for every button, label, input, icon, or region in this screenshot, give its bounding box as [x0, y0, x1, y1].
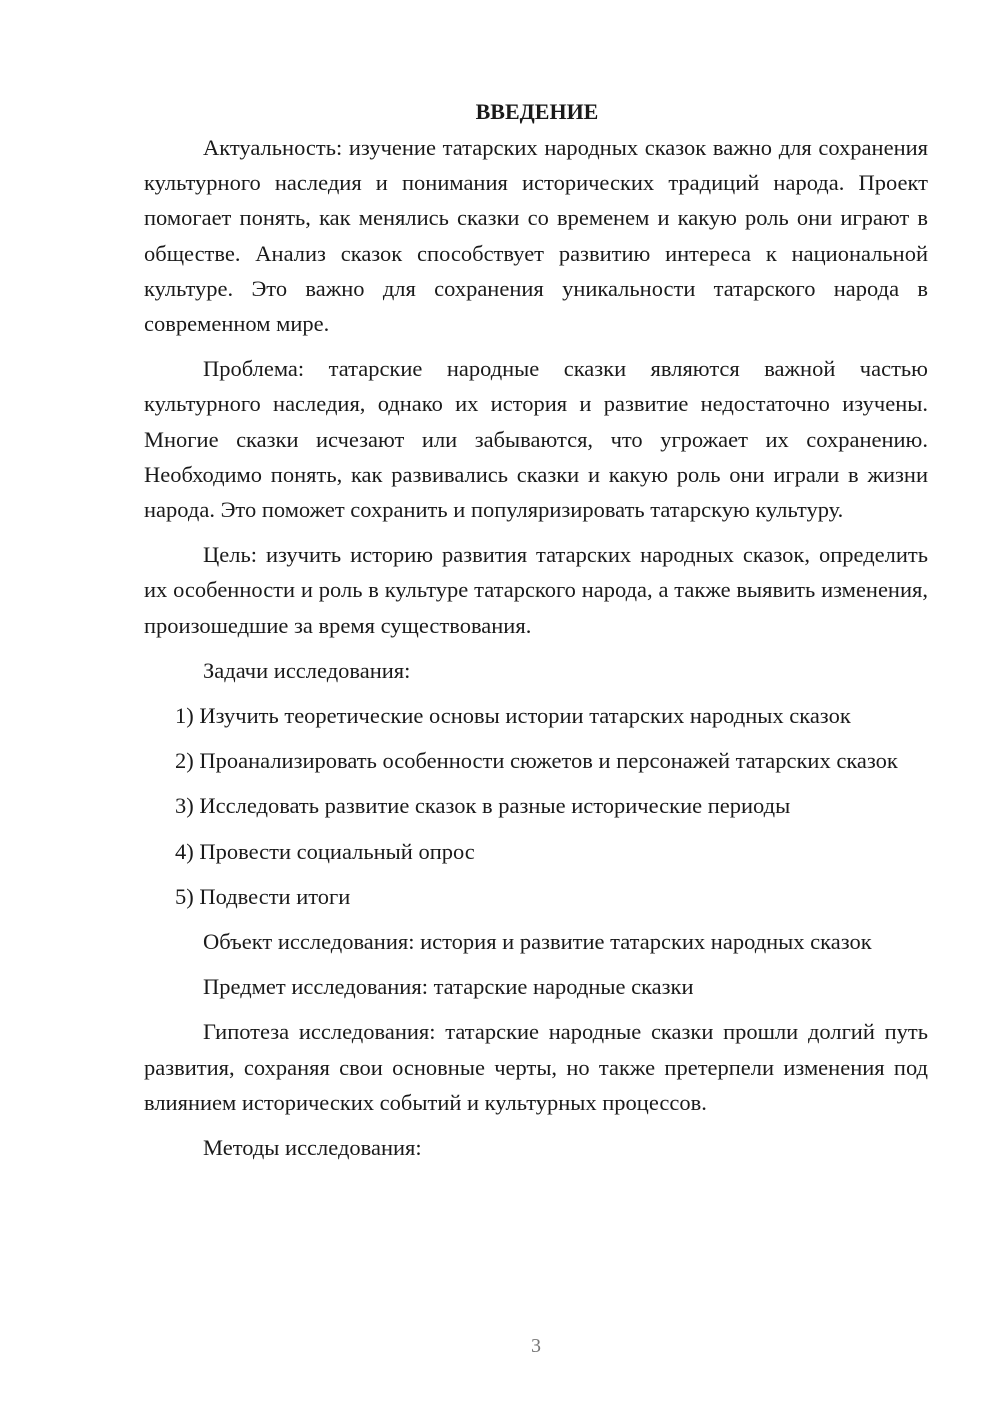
paragraph-subject: Предмет исследования: татарские народные сказки — [203, 974, 694, 1000]
document-page — [144, 94, 928, 1165]
task-item-1: 1) Изучить теоретические основы истории татарских народных сказок — [175, 703, 851, 729]
paragraph-relevance: Актуальность: изучение татарских народных сказок важно для сохранения культурного наследия и понимания исторических традиций народа. Проект помогает понять, как менялись сказки со временем и какую роль они играют в обществе. Анализ сказок способствует развитию интереса к национальной культуре. Это важно для сохранения уникальности татарского народа в современном мире. — [144, 135, 928, 337]
paragraph-goal: Цель: изучить историю развития татарских народных сказок, определить их особенности и роль в культуре татарского народа, а также выявить изменения, произошедшие за время существования. — [144, 542, 928, 638]
paragraph-hypothesis: Гипотеза исследования: татарские народные сказки прошли долгий путь развития, сохраняя свои основные черты, но также претерпели изменения под влиянием исторических событий и культурных процессов. — [144, 1019, 928, 1115]
page-number: 3 — [531, 1335, 541, 1357]
paragraph-problem: Проблема: татарские народные сказки являются важной частью культурного наследия, однако их история и развитие недостаточно изучены. Многие сказки исчезают или забываются, что угрожает их сохранению. Необходимо понять, как развивались сказки и какую роль они играли в жизни народа. Это поможет сохранить и популяризировать татарскую культуру. — [144, 356, 928, 523]
task-item-5: 5) Подвести итоги — [175, 883, 351, 909]
paragraph-methods-title: Методы исследования: — [203, 1135, 422, 1161]
task-item-4: 4) Провести социальный опрос — [175, 838, 475, 864]
paragraph-tasks-title: Задачи исследования: — [203, 657, 411, 683]
section-heading: ВВЕДЕНИЕ — [475, 99, 599, 124]
task-item-3: 3) Исследовать развитие сказок в разные исторические периоды — [175, 793, 791, 819]
task-item-2: 2) Проанализировать особенности сюжетов и персонажей татарских сказок — [175, 748, 898, 774]
paragraph-object: Объект исследования: история и развитие татарских народных сказок — [203, 929, 872, 955]
